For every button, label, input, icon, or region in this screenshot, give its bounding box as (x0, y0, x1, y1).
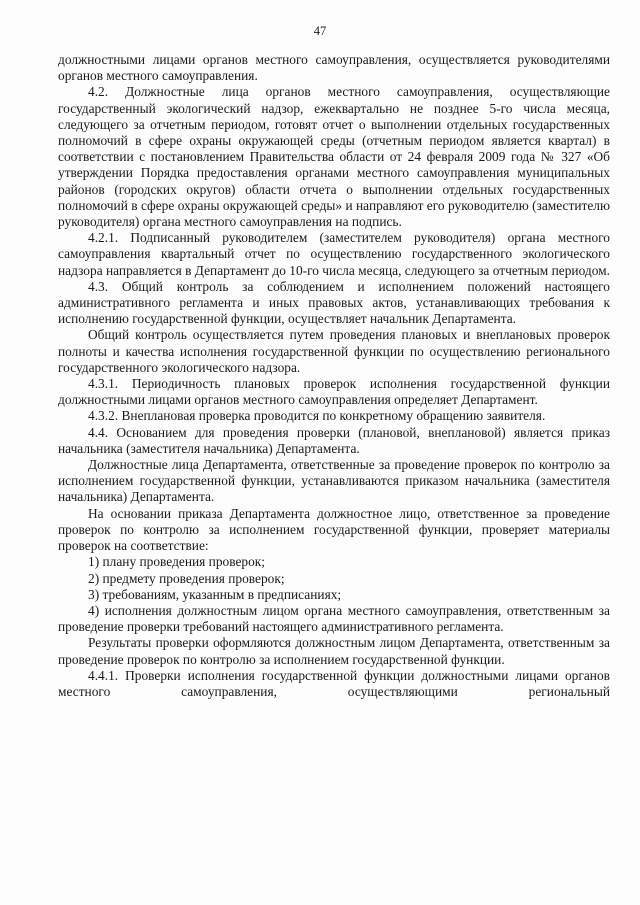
body-text (58, 52, 610, 700)
list-item: 2) предмету проведения проверок; (88, 570, 285, 586)
paragraph: 4.3. Общий контроль за соблюдением и исполнением положений настоящего административного регламента и иных правовых актов, устанавливающих требования к исполнению государственной функции, осуществляет начальник Департамента. (58, 278, 610, 327)
page-number: 47 (313, 24, 327, 38)
paragraph: Результаты проверки оформляются должностным лицом Департамента, ответственным за проведение проверок по контролю за исполнением государственной функции. (58, 635, 610, 667)
list-item: 3) требованиям, указанным в предписаниях; (88, 586, 342, 602)
paragraph: На основании приказа Департамента должностное лицо, ответственное за проведение проверок по контролю за исполнением государственной функции, проверяет материалы проверок на соответствие: (58, 505, 610, 554)
paragraph: Должностные лица Департамента, ответственные за проведение проверок по контролю за исполнением государственной функции, устанавливаются приказом начальника (заместителя начальника) Департамента. (58, 457, 610, 505)
paragraph: 4.3.1. Периодичность плановых проверок исполнения государственной функции должностными лицами органов местного самоуправления определяет Департамент. (58, 376, 610, 408)
paragraph: 4.2.1. Подписанный руководителем (заместителем руководителя) органа местного самоуправления квартальный отчет по осуществлению государственного экологического надзора направляется в Департамент до 10-го числа месяца, следующего за отчетным периодом. (58, 230, 610, 278)
list-item: 1) плану проведения проверок; (88, 554, 266, 570)
paragraph: 4.3.2. Внеплановая проверка проводится по конкретному обращению заявителя. (88, 408, 546, 424)
paragraph: должностными лицами органов местного самоуправления, осуществляется руководителями органов местного самоуправления. (58, 52, 610, 84)
paragraph: Общий контроль осуществляется путем проведения плановых и внеплановых проверок полноты и качества исполнения государственной функции по осуществлению регионального государственного экологического надзора. (58, 327, 610, 375)
paragraph: 4.4.1. Проверки исполнения государственной функции должностными лицами органов местного самоуправления, осуществляющими региональный (58, 667, 610, 699)
list-item: 4) исполнения должностным лицом органа местного самоуправления, ответственным за проведение проверки требований настоящего административного регламента. (58, 602, 610, 635)
paragraph: 4.2. Должностные лица органов местного самоуправления, осуществляющие государственный экологический надзор, ежеквартально не позднее 5-го числа месяца, следующего за отчетным периодом, готовят отчет о выполнении отдельных государственных полномочий в сфере охраны окружающей среды (отчетным периодом является квартал) в соответствии с постановлением Правительства области от 24 февраля 2009 года № 327 «Об утверждении Порядка предоставления органами местного самоуправления муниципальных районов (городских округов) области отчета о выполнении отдельных государственных полномочий в сфере охраны окружающей среды» и направляют его руководителю (заместителю руководителя) органа местного самоуправления на подпись. (58, 84, 610, 230)
paragraph: 4.4. Основанием для проведения проверки (плановой, внеплановой) является приказ начальника (заместителя начальника) Департамента. (58, 424, 610, 456)
